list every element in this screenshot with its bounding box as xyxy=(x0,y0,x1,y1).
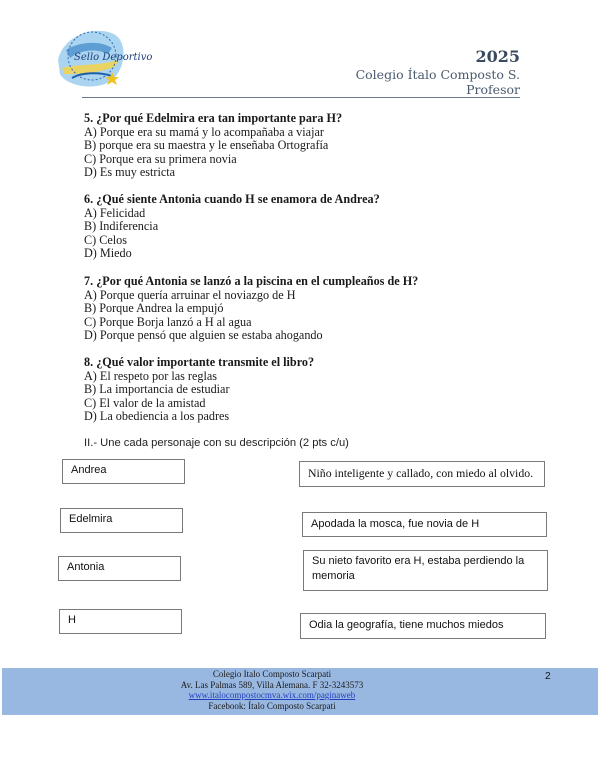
question-title: 5. ¿Por qué Edelmira era tan importante para H? xyxy=(84,111,343,125)
option-b: B) Indiferencia xyxy=(84,219,159,234)
character-box-andrea: Andrea xyxy=(62,459,185,484)
question-title: 8. ¿Qué valor importante transmite el libro? xyxy=(84,355,315,369)
question-7 xyxy=(84,275,418,343)
option-c: C) Porque Borja lanzó a H al agua xyxy=(84,314,252,329)
option-c: C) El valor de la amistad xyxy=(84,395,206,410)
question-title: 6. ¿Qué siente Antonia cuando H se enamora de Andrea? xyxy=(84,192,380,206)
header-year: 2025 xyxy=(475,47,520,66)
option-c: C) Porque era su primera novia xyxy=(84,151,237,166)
page-footer xyxy=(2,668,598,715)
option-c: C) Celos xyxy=(84,232,127,247)
option-a: A) El respeto por las reglas xyxy=(84,368,218,383)
option-b: B) Porque Andrea la empujó xyxy=(84,301,224,316)
header-role: Profesor xyxy=(466,82,520,97)
header-divider xyxy=(82,97,520,98)
svg-text:Sello Deportivo: Sello Deportivo xyxy=(74,52,153,63)
question-title: 7. ¿Por qué Antonia se lanzó a la piscina en el cumpleaños de H? xyxy=(84,274,419,288)
option-d: D) Miedo xyxy=(84,246,132,261)
description-box-4: Odia la geografía, tiene muchos miedos xyxy=(300,613,546,639)
description-box-2: Apodada la mosca, fue novia de H xyxy=(302,512,547,537)
option-d: D) La obediencia a los padres xyxy=(84,409,230,424)
footer-website-link[interactable]: www.italocompostocmva.wix.com/paginaweb xyxy=(188,690,356,701)
option-b: B) porque era su maestra y le enseñaba Ortografía xyxy=(84,138,329,153)
option-b: B) La importancia de estudiar xyxy=(84,382,230,397)
question-8 xyxy=(84,356,314,424)
character-box-h: H xyxy=(59,609,182,634)
school-logo xyxy=(52,20,153,98)
question-5 xyxy=(84,112,342,180)
footer-address xyxy=(2,669,542,711)
matching-section-title: II.- Une cada personaje con su descripción (2 pts c/u) xyxy=(84,437,349,449)
option-a: A) Porque quería arruinar el noviazgo de H xyxy=(84,287,296,302)
option-a: A) Felicidad xyxy=(84,205,146,220)
character-box-antonia: Antonia xyxy=(58,556,181,581)
question-6 xyxy=(84,193,380,261)
footer-school-name: Colegio Italo Composto Scarpati xyxy=(212,669,332,679)
character-box-edelmira: Edelmira xyxy=(60,508,183,533)
header-school: Colegio Ítalo Composto S. xyxy=(355,67,520,82)
description-box-3: Su nieto favorito era H, estaba perdiendo la memoria xyxy=(303,550,548,591)
footer-street: Av. Las Palmas 589, Villa Alemana. F 32-3243573 xyxy=(180,679,364,690)
option-d: D) Porque pensó que alguien se estaba ahogando xyxy=(84,328,323,343)
description-box-1: Niño inteligente y callado, con miedo al olvido. xyxy=(299,461,545,487)
option-d: D) Es muy estricta xyxy=(84,165,176,180)
footer-facebook: Facebook: Ítalo Composto Scarpati xyxy=(208,700,336,711)
page-number: 2 xyxy=(545,671,551,682)
option-a: A) Porque era su mamá y lo acompañaba a viajar xyxy=(84,124,324,139)
